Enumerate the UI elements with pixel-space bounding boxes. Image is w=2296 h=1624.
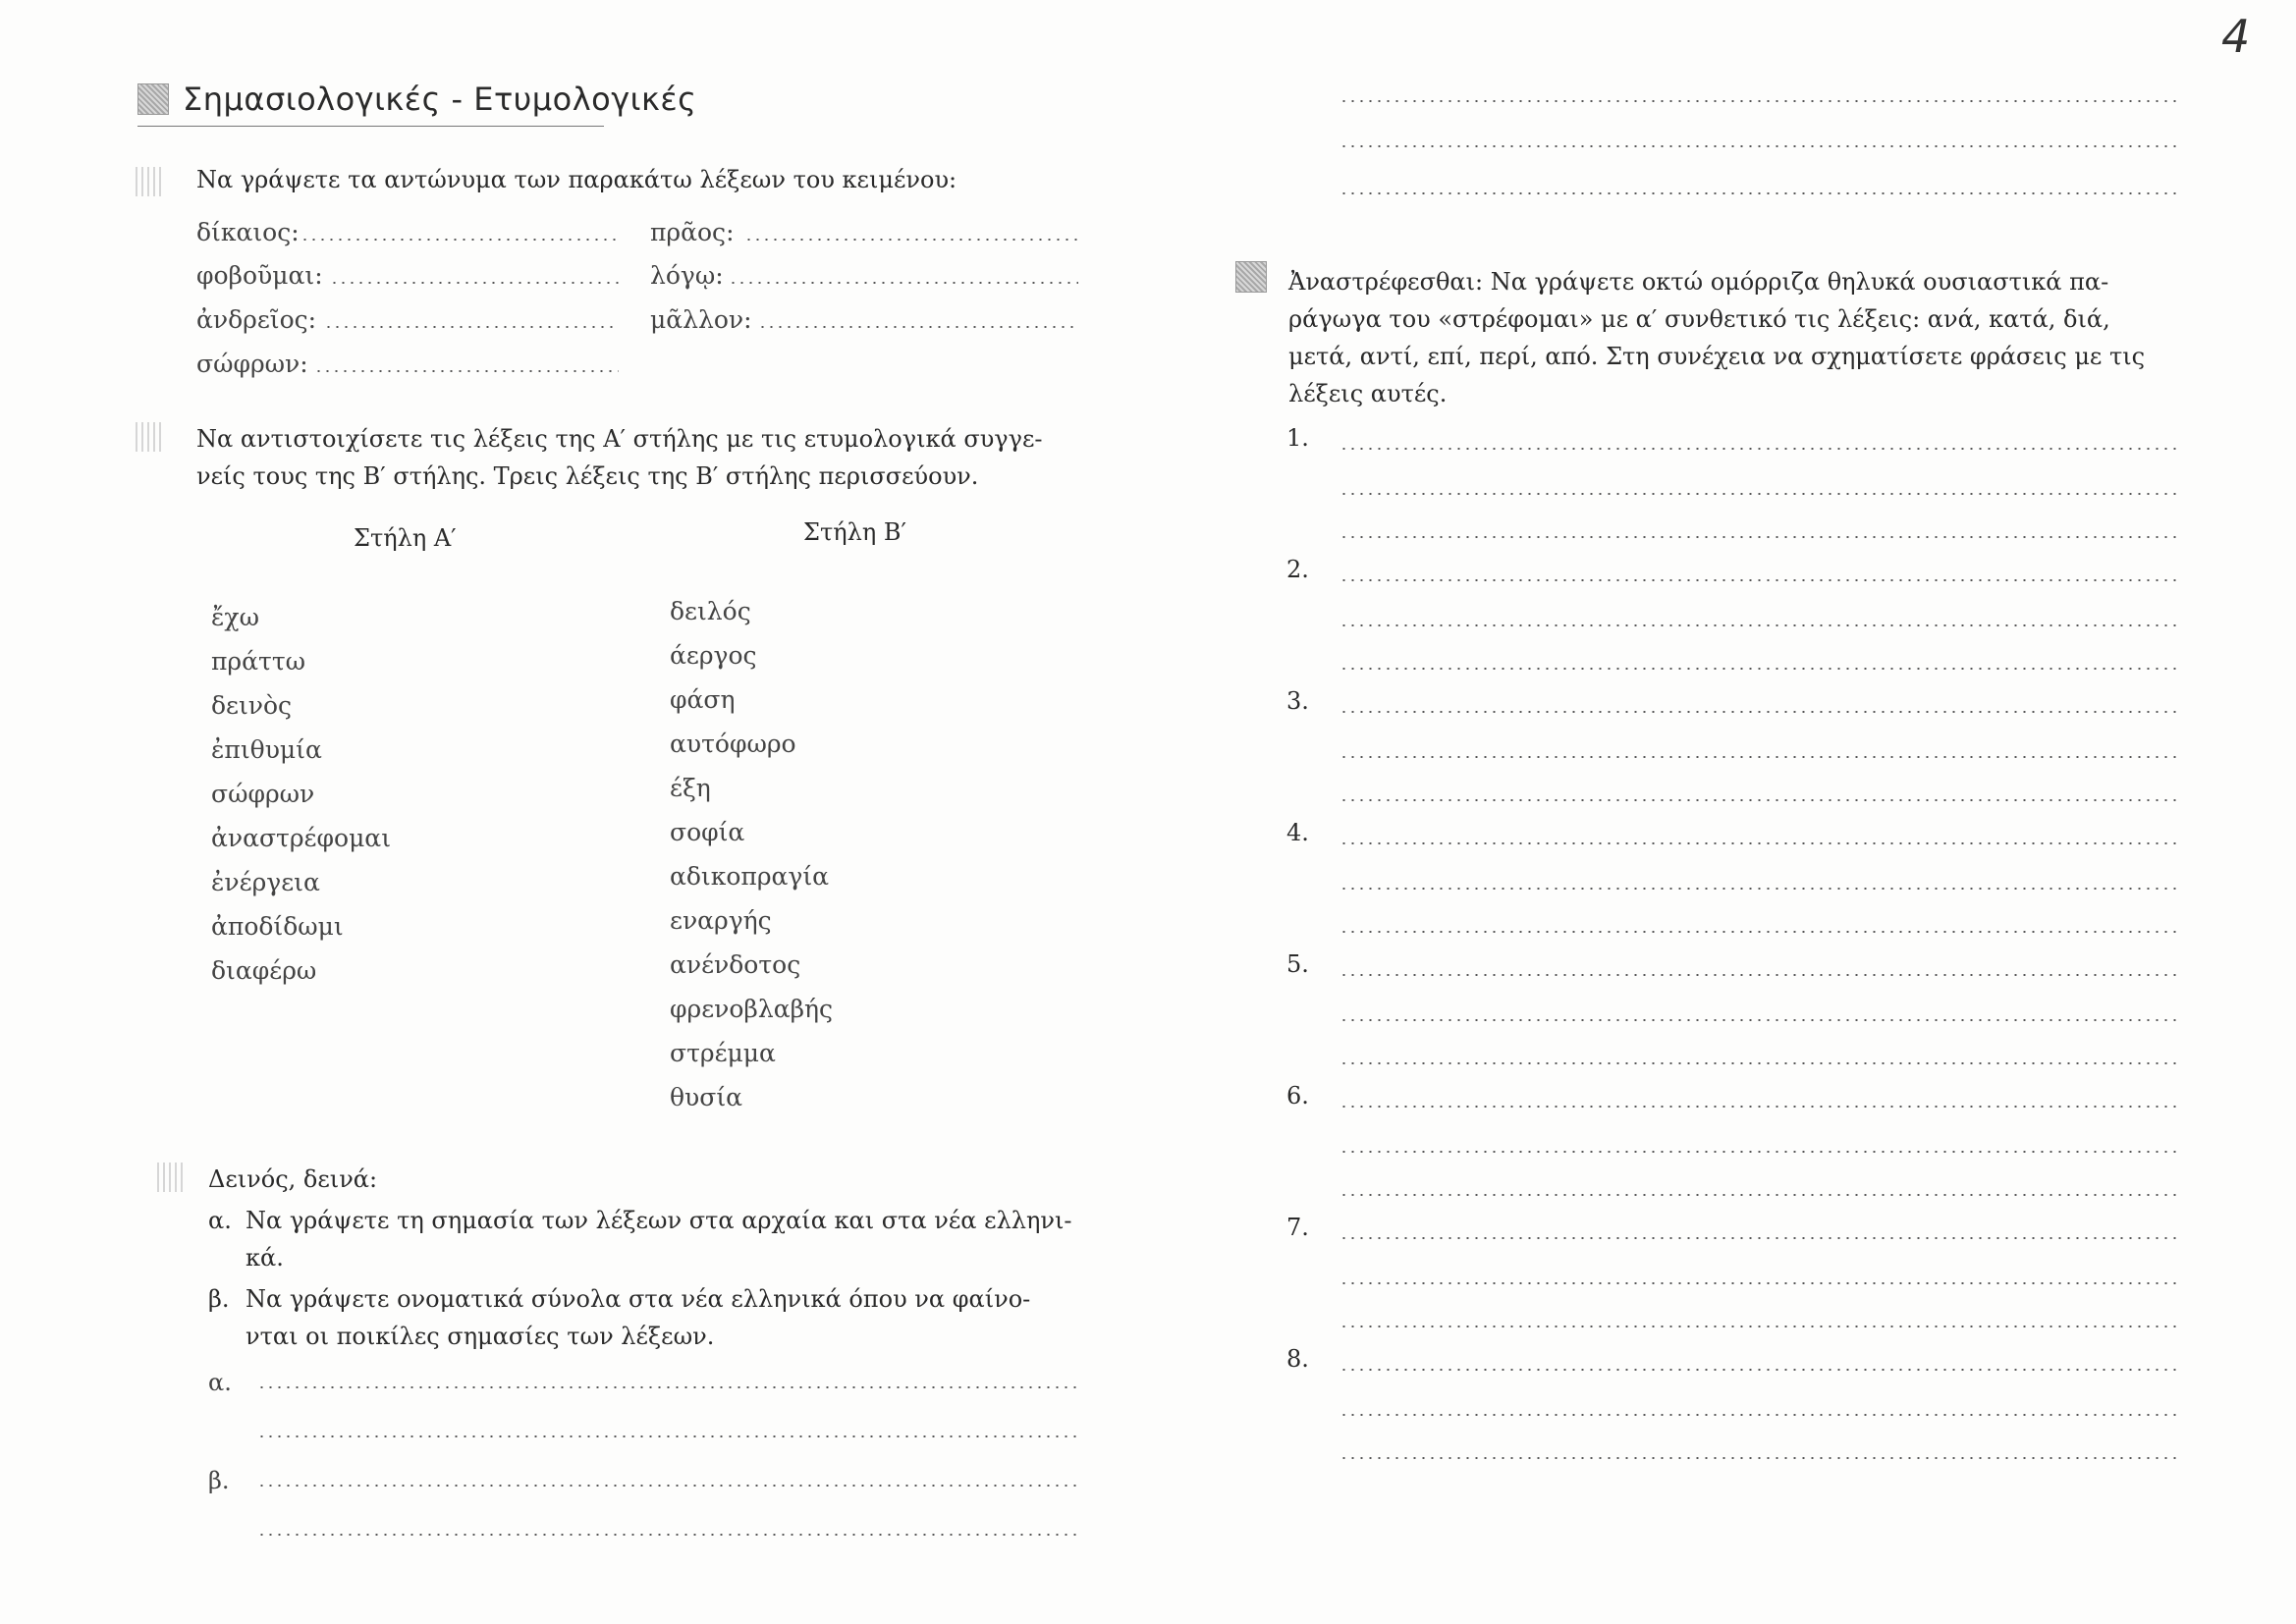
column-a-word: δεινὸς xyxy=(211,691,293,720)
q4-badge-icon xyxy=(1235,261,1281,297)
answer-line[interactable] xyxy=(301,239,619,241)
answer-line[interactable] xyxy=(1339,579,2176,581)
q4-prompt-line-4: λέξεις αυτές. xyxy=(1288,380,1448,407)
answer-number: 2. xyxy=(1286,556,1309,583)
answer-number: 1. xyxy=(1286,424,1309,452)
column-b-header: Στήλη Β′ xyxy=(803,518,906,546)
column-b-word: εναργής xyxy=(670,906,772,935)
answer-number: 3. xyxy=(1286,687,1309,715)
column-b-word: φρενοβλαβής xyxy=(670,995,834,1023)
answer-line[interactable] xyxy=(1339,1414,2176,1416)
answer-line[interactable] xyxy=(1339,1106,2176,1108)
q3-item-a-label: α. xyxy=(208,1207,232,1234)
q1-right-word-2: λόγῳ: xyxy=(650,261,724,290)
q1-right-word-3: μᾶλλον: xyxy=(650,305,752,334)
q3-item-a-line-2: κά. xyxy=(246,1244,284,1272)
answer-line[interactable] xyxy=(1339,1019,2176,1021)
q3-answer-b-label: β. xyxy=(208,1467,230,1494)
answer-line[interactable] xyxy=(1339,888,2176,890)
answer-line[interactable] xyxy=(1339,624,2176,626)
column-a-header: Στήλη Α′ xyxy=(354,524,457,552)
answer-line[interactable] xyxy=(1339,1237,2176,1239)
answer-line[interactable] xyxy=(314,370,619,372)
answer-line[interactable] xyxy=(1339,1326,2176,1327)
answer-number: 7. xyxy=(1286,1214,1309,1241)
section-badge-icon xyxy=(137,83,169,115)
q1-left-word-4: σώφρων: xyxy=(196,350,308,378)
column-a-word: ἐνέργεια xyxy=(211,868,320,896)
answer-line[interactable] xyxy=(324,326,619,328)
column-a-word: σώφρων xyxy=(211,780,315,808)
answer-line[interactable] xyxy=(330,282,619,284)
column-b-word: σοφία xyxy=(670,818,745,846)
answer-line[interactable] xyxy=(257,1435,1080,1437)
column-a-word: ἀναστρέφομαι xyxy=(211,824,391,852)
q1-left-word-3: ἀνδρεῖος: xyxy=(196,305,317,334)
column-a-word: διαφέρω xyxy=(211,956,317,985)
answer-line[interactable] xyxy=(1339,1457,2176,1459)
answer-line[interactable] xyxy=(1339,1151,2176,1153)
column-b-word: άεργος xyxy=(670,641,757,670)
q3-heading: Δεινός, δεινά: xyxy=(208,1165,378,1193)
answer-line[interactable] xyxy=(1339,536,2176,538)
column-b-word: στρέμμα xyxy=(670,1039,776,1067)
section-title: Σημασιολογικές - Ετυμολογικές xyxy=(183,81,697,118)
answer-line[interactable] xyxy=(758,326,1078,328)
q2-prompt-line-1: Να αντιστοιχίσετε τις λέξεις της Α′ στήλης με τις ετυμολογικά συγγε- xyxy=(196,425,1043,453)
section-header xyxy=(137,81,696,118)
column-b-word: δειλός xyxy=(670,597,751,625)
column-b-word: φάση xyxy=(670,685,736,714)
answer-line[interactable] xyxy=(1339,931,2176,933)
q3-answer-a-label: α. xyxy=(208,1369,232,1396)
answer-line[interactable] xyxy=(744,239,1078,241)
q3-marker-icon xyxy=(157,1163,196,1196)
answer-number: 5. xyxy=(1286,950,1309,978)
answer-line[interactable] xyxy=(1339,756,2176,758)
column-a-word: ἀποδίδωμι xyxy=(211,912,344,941)
answer-line[interactable] xyxy=(1339,842,2176,844)
answer-line[interactable] xyxy=(729,282,1078,284)
answer-line[interactable] xyxy=(1339,711,2176,713)
answer-line[interactable] xyxy=(257,1485,1080,1487)
answer-line[interactable] xyxy=(257,1386,1080,1388)
answer-number: 8. xyxy=(1286,1345,1309,1373)
q3-item-b-label: β. xyxy=(208,1285,230,1313)
answer-line[interactable] xyxy=(1339,1062,2176,1064)
answer-line[interactable] xyxy=(1339,145,2176,147)
column-a-word: ἐπιθυμία xyxy=(211,735,322,764)
answer-line[interactable] xyxy=(1339,1282,2176,1284)
answer-number: 4. xyxy=(1286,819,1309,846)
column-b-word: έξη xyxy=(670,774,711,802)
answer-line[interactable] xyxy=(1339,192,2176,194)
q4-prompt-line-1: Ἀναστρέφεσθαι: Να γράψετε οκτώ ομόρριζα θηλυκά ουσιαστικά πα- xyxy=(1288,268,2109,296)
column-b-word: αυτόφωρο xyxy=(670,730,796,758)
answer-line[interactable] xyxy=(1339,668,2176,670)
q1-left-word-1: δίκαιος: xyxy=(196,218,300,246)
answer-line[interactable] xyxy=(1339,1369,2176,1371)
q3-item-a-line-1: Να γράψετε τη σημασία των λέξεων στα αρχαία και στα νέα ελληνι- xyxy=(246,1207,1072,1234)
q1-prompt: Να γράψετε τα αντώνυμα των παρακάτω λέξεων του κειμένου: xyxy=(196,166,957,193)
q1-right-word-1: πρᾶος: xyxy=(650,218,735,246)
column-b-word: αδικοπραγία xyxy=(670,862,830,891)
answer-line[interactable] xyxy=(1339,1194,2176,1196)
q2-prompt-line-2: νείς τους της Β′ στήλης. Τρεις λέξεις της Β′ στήλης περισσεύουν. xyxy=(196,462,979,490)
answer-line[interactable] xyxy=(1339,493,2176,495)
column-b-word: ανένδοτος xyxy=(670,950,801,979)
q1-marker-icon xyxy=(136,167,175,200)
q4-prompt-line-3: μετά, αντί, επί, περί, από. Στη συνέχεια να σχηματίσετε φράσεις με τις xyxy=(1288,343,2146,370)
q3-item-b-line-1: Να γράψετε ονοματικά σύνολα στα νέα ελληνικά όπου να φαίνο- xyxy=(246,1285,1031,1313)
q2-marker-icon xyxy=(136,422,175,456)
page-number: 4 xyxy=(2221,10,2251,63)
q1-left-word-2: φοβοῦμαι: xyxy=(196,261,323,290)
answer-line[interactable] xyxy=(257,1534,1080,1536)
column-b-word: θυσία xyxy=(670,1083,742,1111)
q3-item-b-line-2: νται οι ποικίλες σημασίες των λέξεων. xyxy=(246,1323,715,1350)
answer-line[interactable] xyxy=(1339,100,2176,102)
title-underline xyxy=(137,126,604,127)
column-a-word: ἔχω xyxy=(211,603,259,631)
answer-number: 6. xyxy=(1286,1082,1309,1110)
column-a-word: πράττω xyxy=(211,647,306,676)
q4-prompt-line-2: ράγωγα του «στρέφομαι» με α′ συνθετικό τις λέξεις: ανά, κατά, διά, xyxy=(1288,305,2110,333)
answer-line[interactable] xyxy=(1339,448,2176,450)
answer-line[interactable] xyxy=(1339,974,2176,976)
answer-line[interactable] xyxy=(1339,799,2176,801)
